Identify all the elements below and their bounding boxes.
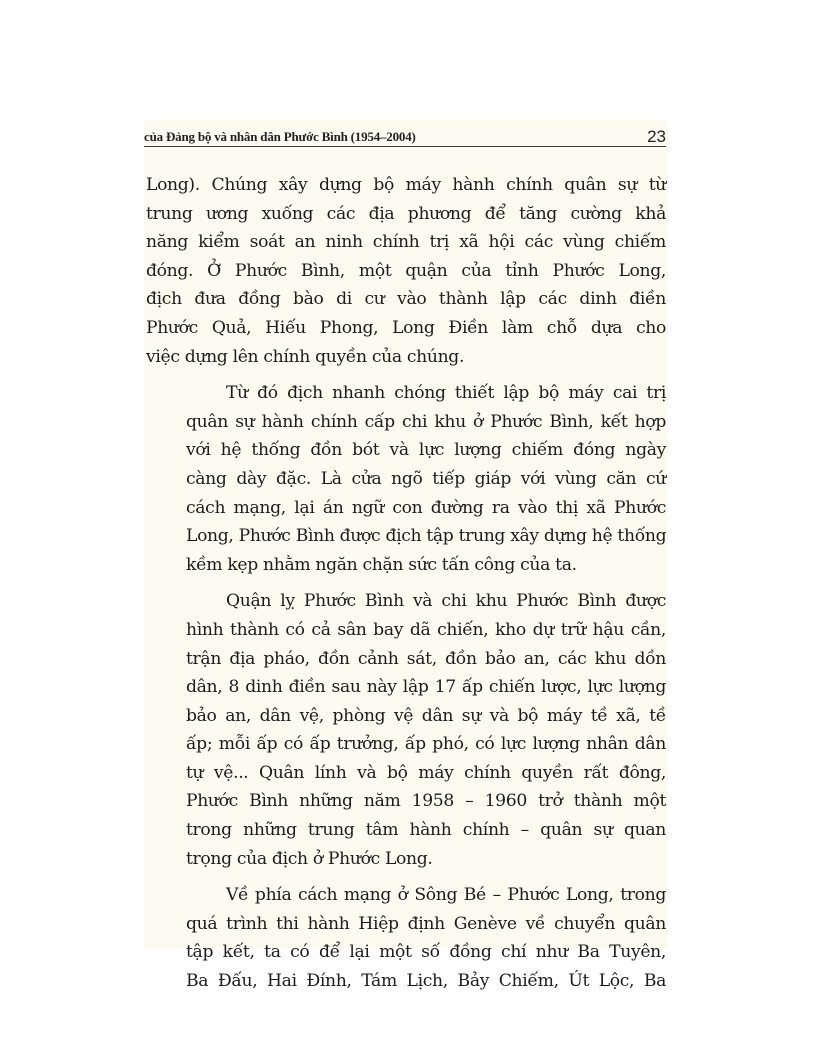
text-line: Từ đó địch nhanh chóng thiết lập bộ máy cai trị	[226, 383, 666, 404]
text-line: trung ương xuống các địa phương để tăng cường khả	[146, 203, 666, 224]
header-title: của Đảng bộ và nhân dân Phước Bình (1954–2004)	[144, 129, 416, 144]
text-line: hình thành có cả sân bay dã chiến, kho dự trữ hậu cần,	[186, 619, 666, 640]
text-line: bảo an, dân vệ, phòng vệ dân sự và bộ máy tề xã, tề	[186, 705, 666, 726]
text-line: Quận lỵ Phước Bình và chi khu Phước Bình được	[226, 591, 666, 612]
text-line: trọng của địch ở Phước Long.	[186, 848, 433, 869]
running-header	[144, 128, 666, 147]
text-line: Về phía cách mạng ở Sông Bé – Phước Long, trong	[226, 885, 666, 906]
text-line: dân, 8 dinh điền sau này lập 17 ấp chiến lược, lực lượng	[186, 677, 666, 698]
text-line: năng kiểm soát an ninh chính trị xã hội các vùng chiếm	[146, 232, 666, 253]
text-line: càng dày đặc. Là cửa ngõ tiếp giáp với vùng căn cứ	[186, 468, 666, 489]
text-line: đóng. Ở Phước Bình, một quận của tỉnh Phước Long,	[146, 260, 666, 281]
text-line: ấp; mỗi ấp có ấp trưởng, ấp phó, có lực lượng nhân dân	[186, 734, 666, 755]
body-text	[146, 171, 666, 1004]
text-line: quá trình thi hành Hiệp định Genève về chuyển quân	[186, 913, 666, 934]
text-line: với hệ thống đồn bót và lực lượng chiếm đóng ngày	[186, 440, 666, 461]
page-number: 23	[647, 127, 666, 146]
text-line: việc dựng lên chính quyền của chúng.	[146, 346, 465, 367]
text-line: Long, Phước Bình được địch tập trung xây dựng hệ thống	[186, 526, 667, 547]
text-line: Long). Chúng xây dựng bộ máy hành chính quân sự từ	[146, 175, 666, 195]
paragraph	[146, 171, 666, 371]
text-line: địch đưa đồng bào di cư vào thành lập các dinh điền	[146, 289, 666, 310]
text-line: Ba Đấu, Hai Đính, Tám Lịch, Bảy Chiếm, Út Lộc, Ba	[186, 971, 666, 992]
text-line: Phước Quả, Hiếu Phong, Long Điền làm chỗ dựa cho	[146, 317, 666, 338]
text-line: cách mạng, lại án ngữ con đường ra vào thị xã Phước	[186, 497, 666, 518]
text-line: tập kết, ta có để lại một số đồng chí như Ba Tuyên,	[186, 942, 666, 963]
text-line: kềm kẹp nhằm ngăn chặn sức tấn công của ta.	[186, 554, 577, 575]
paragraph	[146, 587, 666, 873]
text-line: tự vệ... Quân lính và bộ máy chính quyền rất đông,	[186, 762, 666, 783]
text-line: quân sự hành chính cấp chi khu ở Phước Bình, kết hợp	[186, 411, 666, 432]
text-line: trong những trung tâm hành chính – quân sự quan	[186, 820, 666, 841]
paragraph	[146, 881, 666, 995]
paragraph	[146, 379, 666, 579]
text-line: trận địa pháo, đồn cảnh sát, đồn bảo an, các khu dồn	[186, 648, 666, 669]
text-line: Phước Bình những năm 1958 – 1960 trở thành một	[186, 791, 666, 812]
